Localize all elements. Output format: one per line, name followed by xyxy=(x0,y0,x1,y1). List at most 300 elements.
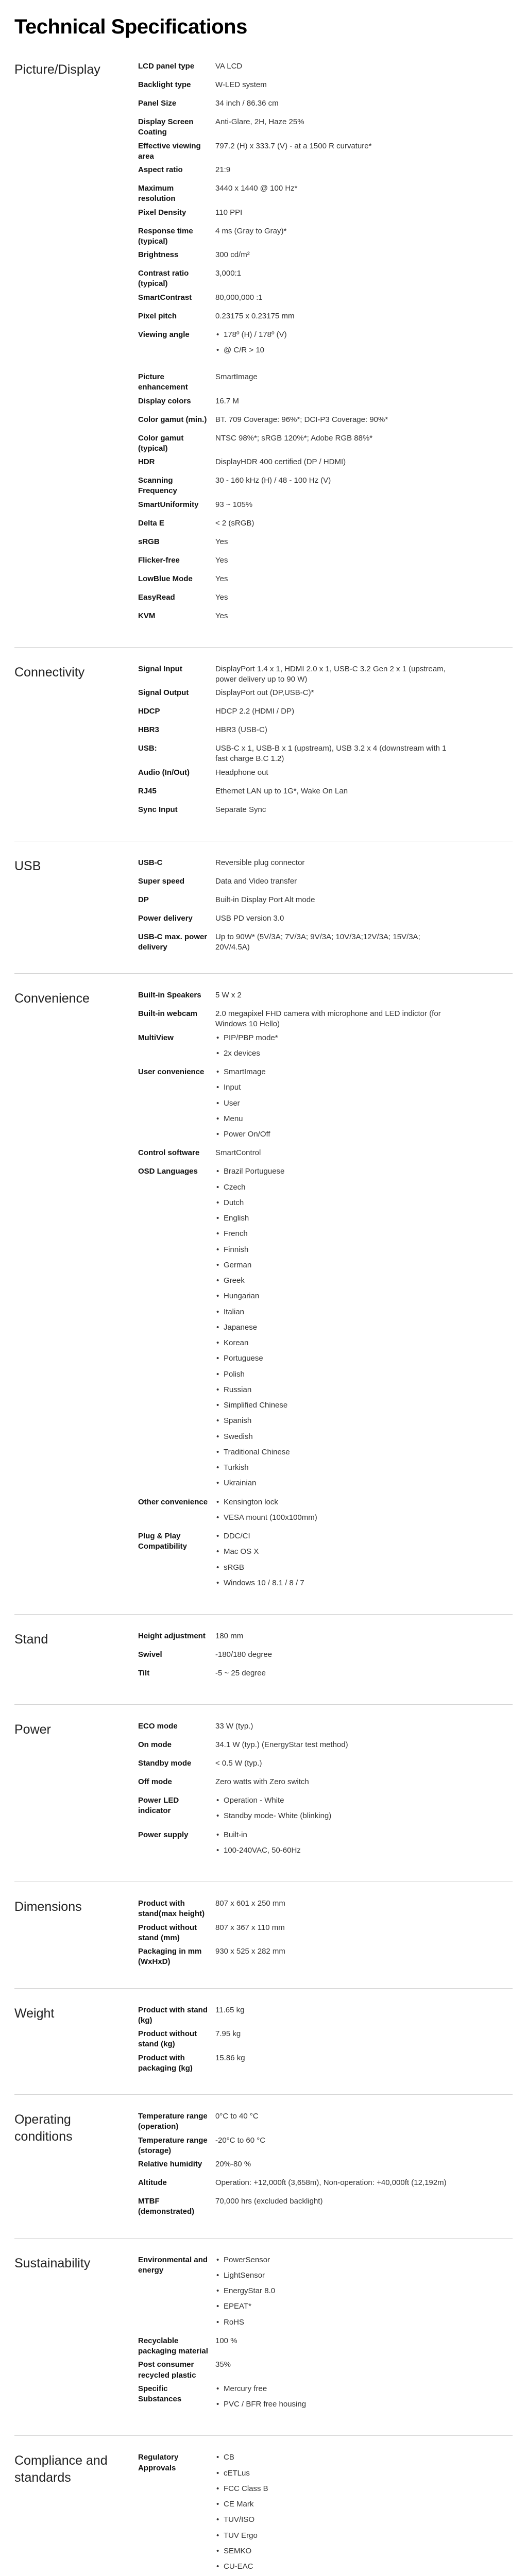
spec-value: 80,000,000 :1 xyxy=(215,293,263,302)
list-item: • User xyxy=(215,1098,452,1109)
list-item: • Standby mode- White (blinking) xyxy=(215,1811,452,1821)
spec-label: Display colors xyxy=(138,396,191,405)
section-sustainability xyxy=(14,2239,513,2436)
spec-row xyxy=(138,743,513,765)
spec-label: USB-C max. power delivery xyxy=(138,932,208,952)
section-title: Power xyxy=(14,1722,51,1737)
spec-value: 4 ms (Gray to Gray)* xyxy=(215,226,287,235)
spec-row xyxy=(138,1668,513,1684)
spec-row xyxy=(138,61,513,77)
spec-row xyxy=(138,2452,513,2576)
section-body xyxy=(138,2452,513,2576)
list-item: • Menu xyxy=(215,1114,452,1124)
list-item: • PVC / BFR free housing xyxy=(215,2399,452,2410)
spec-value: 100 % xyxy=(215,2336,237,2345)
spec-row xyxy=(138,476,513,497)
section-body xyxy=(138,1899,513,1971)
spec-label: Temperature range (storage) xyxy=(138,2136,208,2155)
spec-row xyxy=(138,1531,513,1594)
spec-label: Product with stand (kg) xyxy=(138,2005,208,2025)
bullet-list xyxy=(215,1033,452,1059)
spec-row xyxy=(138,1740,513,1755)
spec-value: Separate Sync xyxy=(215,805,266,814)
spec-value: 180 mm xyxy=(215,1632,244,1640)
list-item: • CE Mark xyxy=(215,2499,452,2510)
spec-value-list xyxy=(215,1067,452,1145)
spec-value: -180/180 degree xyxy=(215,1650,273,1659)
spec-value: 35% xyxy=(215,2360,231,2369)
spec-label: sRGB xyxy=(138,537,160,546)
spec-value: Up to 90W* (5V/3A; 7V/3A; 9V/3A; 10V/3A;12V/3A; 15V/3A; 20V/4.5A) xyxy=(215,932,420,952)
list-item: • PowerSensor xyxy=(215,2255,452,2265)
spec-row xyxy=(138,372,513,393)
section-body xyxy=(138,1631,513,1687)
spec-label: Height adjustment xyxy=(138,1632,206,1640)
list-item: • Spanish xyxy=(215,1416,452,1426)
spec-row xyxy=(138,1166,513,1494)
list-item: • Italian xyxy=(215,1307,452,1317)
list-item: • Traditional Chinese xyxy=(215,1447,452,1458)
list-item: • Portuguese xyxy=(215,1353,452,1364)
spec-label: HDR xyxy=(138,457,155,466)
bullet-list xyxy=(215,330,452,356)
spec-value: DisplayPort out (DP,USB-C)* xyxy=(215,688,314,697)
section-body xyxy=(138,664,513,823)
spec-label: User convenience xyxy=(138,1067,205,1076)
list-item: • Swedish xyxy=(215,1432,452,1442)
spec-row xyxy=(138,1650,513,1665)
spec-label: Panel Size xyxy=(138,99,177,108)
spec-value: Headphone out xyxy=(215,768,268,777)
spec-label: Signal Input xyxy=(138,664,182,673)
list-item: • Operation - White xyxy=(215,1795,452,1806)
spec-row xyxy=(138,1497,513,1529)
spec-value: 3440 x 1440 @ 100 Hz* xyxy=(215,184,298,193)
list-item: • Mercury free xyxy=(215,2384,452,2394)
list-item: • Brazil Portuguese xyxy=(215,1166,452,1177)
spec-label: Flicker-free xyxy=(138,555,180,565)
spec-value: 30 - 160 kHz (H) / 48 - 100 Hz (V) xyxy=(215,476,331,485)
section-title: Operating conditions xyxy=(14,2112,73,2144)
spec-value: -5 ~ 25 degree xyxy=(215,1669,266,1677)
spec-label: Scanning Frequency xyxy=(138,476,177,496)
spec-row xyxy=(138,518,513,534)
section-body xyxy=(138,990,513,1597)
spec-label: Product with stand(max height) xyxy=(138,1899,205,1919)
list-item: • Hungarian xyxy=(215,1291,452,1301)
spec-value-list xyxy=(215,2452,452,2576)
spec-value: HBR3 (USB-C) xyxy=(215,725,267,734)
spec-value: 5 W x 2 xyxy=(215,991,242,999)
spec-row xyxy=(138,1067,513,1145)
section-title: Stand xyxy=(14,1632,48,1647)
spec-value: SmartControl xyxy=(215,1148,261,1158)
spec-row xyxy=(138,98,513,114)
spec-value: Yes xyxy=(215,592,228,602)
spec-value: 930 x 525 x 282 mm xyxy=(215,1947,285,1956)
spec-row xyxy=(138,876,513,892)
spec-row xyxy=(138,226,513,247)
spec-value: VA LCD xyxy=(215,62,243,71)
spec-value: Anti-Glare, 2H, Haze 25% xyxy=(215,117,304,126)
spec-label: USB-C xyxy=(138,858,163,867)
section-title: Picture/Display xyxy=(14,62,100,77)
spec-label: Product without stand (mm) xyxy=(138,1923,197,1942)
spec-row xyxy=(138,913,513,929)
spec-value: 0°C to 40 °C xyxy=(215,2112,259,2121)
list-item: • SmartImage xyxy=(215,1067,452,1077)
spec-value-list xyxy=(215,1497,452,1529)
spec-row xyxy=(138,2384,513,2415)
spec-value: 300 cd/m² xyxy=(215,250,250,259)
spec-label: KVM xyxy=(138,611,156,620)
spec-value: 807 x 367 x 110 mm xyxy=(215,1923,285,1932)
section-title: Connectivity xyxy=(14,665,85,680)
list-item: • Input xyxy=(215,1082,452,1093)
spec-row xyxy=(138,592,513,608)
list-item: • Ukrainian xyxy=(215,1478,452,1488)
section-operating-conditions xyxy=(14,2095,513,2239)
spec-value-list xyxy=(215,2255,452,2333)
spec-value: DisplayHDR 400 certified (DP / HDMI) xyxy=(215,457,346,466)
spec-value: < 2 (sRGB) xyxy=(215,518,254,528)
spec-label: Specific Substances xyxy=(138,2384,182,2403)
spec-value-list xyxy=(215,1795,452,1827)
spec-row xyxy=(138,725,513,740)
list-item: • VESA mount (100x100mm) xyxy=(215,1513,452,1523)
list-item: • Greek xyxy=(215,1276,452,1286)
spec-value: 34 inch / 86.36 cm xyxy=(215,99,279,108)
spec-label: HDCP xyxy=(138,707,160,716)
spec-value: 93 ~ 105% xyxy=(215,500,253,509)
list-item: • Japanese xyxy=(215,1323,452,1333)
spec-label: Built-in webcam xyxy=(138,1009,198,1018)
spec-value: 15.86 kg xyxy=(215,2053,245,2062)
spec-row xyxy=(138,1631,513,1647)
spec-row xyxy=(138,183,513,205)
spec-value: 797.2 (H) x 333.7 (V) - at a 1500 R curvature* xyxy=(215,141,372,150)
spec-label: SmartContrast xyxy=(138,293,192,302)
spec-row xyxy=(138,1721,513,1737)
spec-row xyxy=(138,2111,513,2132)
spec-value: Ethernet LAN up to 1G*, Wake On Lan xyxy=(215,786,348,795)
spec-label: HBR3 xyxy=(138,725,159,734)
spec-label: ECO mode xyxy=(138,1722,178,1731)
spec-row xyxy=(138,1777,513,1792)
section-body xyxy=(138,61,513,630)
spec-value: -20°C to 60 °C xyxy=(215,2136,266,2145)
spec-label: Signal Output xyxy=(138,688,189,697)
spec-row xyxy=(138,415,513,430)
spec-label: RJ45 xyxy=(138,786,157,795)
spec-value: 11.65 kg xyxy=(215,2005,245,2014)
spec-value-list xyxy=(215,1830,452,1861)
spec-value: USB PD version 3.0 xyxy=(215,913,284,923)
spec-row xyxy=(138,574,513,589)
list-item: • FCC Class B xyxy=(215,2484,452,2494)
list-item: • CB xyxy=(215,2452,452,2463)
spec-row xyxy=(138,2360,513,2381)
page-title: Technical Specifications xyxy=(14,15,247,38)
list-item: • EPEAT* xyxy=(215,2301,452,2312)
list-item: • French xyxy=(215,1229,452,1239)
spec-value: 7.95 kg xyxy=(215,2029,241,2038)
bullet-list xyxy=(215,1795,452,1822)
section-body xyxy=(138,858,513,956)
bullet-list xyxy=(215,1166,452,1488)
section-dimensions xyxy=(14,1882,513,1989)
list-item: • 178º (H) / 178º (V) xyxy=(215,330,452,340)
bullet-list xyxy=(215,1497,452,1523)
spec-row xyxy=(138,706,513,722)
spec-value: Data and Video transfer xyxy=(215,876,297,886)
spec-value: 16.7 M xyxy=(215,396,239,405)
spec-label: Color gamut (min.) xyxy=(138,415,207,424)
spec-row xyxy=(138,1758,513,1774)
spec-label: Plug & Play Compatibility xyxy=(138,1532,188,1551)
spec-value: W-LED system xyxy=(215,80,267,89)
spec-row xyxy=(138,433,513,454)
list-item: • sRGB xyxy=(215,1563,452,1573)
spec-row xyxy=(138,2255,513,2333)
spec-row xyxy=(138,1795,513,1827)
spec-label: Recyclable packaging material xyxy=(138,2336,208,2355)
spec-row xyxy=(138,932,513,953)
spec-row xyxy=(138,805,513,820)
spec-label: Off mode xyxy=(138,1777,172,1786)
spec-label: Response time (typical) xyxy=(138,226,193,246)
spec-label: Regulatory Approvals xyxy=(138,2453,179,2472)
spec-label: Pixel Density xyxy=(138,208,186,217)
spec-label: Control software xyxy=(138,1148,200,1158)
spec-row xyxy=(138,1946,513,1968)
spec-label: Display Screen Coating xyxy=(138,117,194,137)
spec-value: 21:9 xyxy=(215,165,231,174)
spec-label: Pixel pitch xyxy=(138,311,177,320)
bullet-list xyxy=(215,1830,452,1856)
spec-row xyxy=(138,330,513,361)
list-item: • Russian xyxy=(215,1385,452,1395)
spec-value: Yes xyxy=(215,574,228,583)
spec-label: LCD panel type xyxy=(138,62,195,71)
spec-label: Picture enhancement xyxy=(138,372,188,392)
section-title: USB xyxy=(14,858,41,873)
spec-row xyxy=(138,1830,513,1861)
spec-row xyxy=(138,268,513,290)
spec-value-list xyxy=(215,1033,452,1064)
spec-value: Built-in Display Port Alt mode xyxy=(215,895,315,904)
list-item: • Power On/Off xyxy=(215,1129,452,1140)
spec-row xyxy=(138,311,513,327)
section-body xyxy=(138,1721,513,1864)
section-usb xyxy=(14,841,513,974)
spec-value: 70,000 hrs (excluded backlight) xyxy=(215,2197,323,2206)
list-item: • Korean xyxy=(215,1338,452,1348)
list-item: • 2x devices xyxy=(215,1048,452,1059)
section-body xyxy=(138,2111,513,2221)
section-weight xyxy=(14,1989,513,2095)
spec-label: Effective viewing area xyxy=(138,141,201,161)
list-item: • EnergyStar 8.0 xyxy=(215,2286,452,2296)
spec-label: On mode xyxy=(138,1740,172,1749)
spec-label: Aspect ratio xyxy=(138,165,183,174)
spec-label: Swivel xyxy=(138,1650,162,1659)
spec-row xyxy=(138,688,513,703)
section-body xyxy=(138,2005,513,2077)
spec-row xyxy=(138,2005,513,2026)
list-item: • English xyxy=(215,1213,452,1224)
spec-label: Brightness xyxy=(138,250,179,259)
section-title: Weight xyxy=(14,2006,55,2021)
list-item: • Czech xyxy=(215,1182,452,1193)
spec-label: OSD Languages xyxy=(138,1167,198,1176)
spec-label: MultiView xyxy=(138,1033,174,1042)
spec-row xyxy=(138,990,513,1006)
spec-value: 34.1 W (typ.) (EnergyStar test method) xyxy=(215,1740,348,1749)
spec-label: Packaging in mm (WxHxD) xyxy=(138,1947,202,1967)
spec-row xyxy=(138,2196,513,2217)
spec-row xyxy=(138,2178,513,2193)
spec-row xyxy=(138,555,513,571)
spec-row xyxy=(138,895,513,910)
spec-label: Product without stand (kg) xyxy=(138,2029,197,2049)
spec-label: Standby mode xyxy=(138,1759,192,1768)
spec-label: Power delivery xyxy=(138,913,193,923)
list-item: • DDC/CI xyxy=(215,1531,452,1541)
section-title: Convenience xyxy=(14,991,90,1006)
spec-row xyxy=(138,1923,513,1944)
spec-row xyxy=(138,457,513,472)
spec-label: Built-in Speakers xyxy=(138,991,201,999)
section-stand xyxy=(14,1615,513,1705)
spec-row xyxy=(138,858,513,873)
list-item: • Built-in xyxy=(215,1830,452,1840)
list-item: • Finnish xyxy=(215,1245,452,1255)
list-item: • CU-EAC xyxy=(215,2562,452,2572)
spec-row xyxy=(138,664,513,685)
spec-row xyxy=(138,2029,513,2050)
spec-value: < 0.5 W (typ.) xyxy=(215,1759,262,1768)
spec-value: 20%-80 % xyxy=(215,2160,251,2168)
list-item: • Dutch xyxy=(215,1198,452,1208)
list-item: • Windows 10 / 8.1 / 8 / 7 xyxy=(215,1578,452,1588)
spec-value: 3,000:1 xyxy=(215,269,242,278)
list-item: • German xyxy=(215,1260,452,1270)
list-item: • PIP/PBP mode* xyxy=(215,1033,452,1043)
bullet-list xyxy=(215,2452,452,2576)
spec-value: HDCP 2.2 (HDMI / DP) xyxy=(215,707,295,716)
spec-value: BT. 709 Coverage: 96%*; DCI-P3 Coverage: 90%* xyxy=(215,415,388,424)
spec-label: Altitude xyxy=(138,2178,167,2187)
list-item: • RoHS xyxy=(215,2317,452,2328)
spec-label: Maximum resolution xyxy=(138,184,176,204)
list-item: • Turkish xyxy=(215,1463,452,1473)
spec-label: SmartUniformity xyxy=(138,500,199,509)
spec-label: USB: xyxy=(138,744,157,753)
spec-value-list xyxy=(215,1531,452,1594)
spec-value: 0.23175 x 0.23175 mm xyxy=(215,311,295,320)
section-connectivity xyxy=(14,648,513,841)
spec-row xyxy=(138,2136,513,2157)
list-item: • Polish xyxy=(215,1369,452,1380)
spec-row xyxy=(138,2159,513,2175)
spec-label: Environmental and energy xyxy=(138,2255,208,2275)
spec-label: DP xyxy=(138,895,149,904)
spec-label: Delta E xyxy=(138,518,164,528)
spec-label: Other convenience xyxy=(138,1497,208,1506)
list-item: • Kensington lock xyxy=(215,1497,452,1507)
spec-row xyxy=(138,293,513,308)
spec-label: Tilt xyxy=(138,1669,150,1677)
section-picture-display xyxy=(14,61,513,648)
list-item: • TUV/ISO xyxy=(215,2515,452,2525)
spec-label: EasyRead xyxy=(138,592,175,602)
spec-label: Power LED indicator xyxy=(138,1796,179,1816)
spec-label: MTBF (demonstrated) xyxy=(138,2197,195,2216)
spec-value-list xyxy=(215,330,452,361)
spec-label: Post consumer recycled plastic xyxy=(138,2360,196,2380)
spec-row xyxy=(138,2336,513,2357)
spec-label: Sync Input xyxy=(138,805,178,814)
spec-value: Yes xyxy=(215,611,228,620)
spec-value: Yes xyxy=(215,555,228,565)
spec-label: Temperature range (operation) xyxy=(138,2112,208,2131)
spec-value-list xyxy=(215,1166,452,1494)
spec-label: Audio (In/Out) xyxy=(138,768,190,777)
bullet-list xyxy=(215,2384,452,2410)
list-item: • cETLus xyxy=(215,2468,452,2479)
section-body xyxy=(138,2255,513,2418)
spec-value: DisplayPort 1.4 x 1, HDMI 2.0 x 1, USB-C 3.2 Gen 2 x 1 (upstream, power delivery up to 90 W) xyxy=(215,664,446,684)
spec-label: Viewing angle xyxy=(138,330,190,339)
spec-label: Power supply xyxy=(138,1830,189,1839)
spec-row xyxy=(138,117,513,138)
section-power xyxy=(14,1705,513,1882)
section-compliance-and-standards xyxy=(14,2436,513,2576)
spec-value: 33 W (typ.) xyxy=(215,1722,253,1731)
spec-row xyxy=(138,1899,513,1920)
spec-value-list xyxy=(215,2384,452,2415)
list-item: • Simplified Chinese xyxy=(215,1400,452,1411)
list-item: • SEMKO xyxy=(215,2546,452,2556)
spec-row xyxy=(138,1009,513,1030)
bullet-list xyxy=(215,1531,452,1588)
spec-label: Contrast ratio (typical) xyxy=(138,269,189,289)
section-title: Compliance and standards xyxy=(14,2453,108,2485)
spec-row xyxy=(138,611,513,626)
spec-label: Color gamut (typical) xyxy=(138,433,184,453)
section-title: Sustainability xyxy=(14,2256,91,2270)
spec-row xyxy=(138,208,513,223)
spec-label: Relative humidity xyxy=(138,2160,202,2168)
spec-sections xyxy=(14,61,513,2576)
spec-row xyxy=(138,250,513,265)
spec-row xyxy=(138,396,513,412)
section-title: Dimensions xyxy=(14,1900,82,1914)
spec-label: Backlight type xyxy=(138,80,191,89)
spec-value: Reversible plug connector xyxy=(215,858,305,867)
spec-value: 2.0 megapixel FHD camera with microphone and LED indictor (for Windows 10 Hello) xyxy=(215,1009,441,1029)
spec-row xyxy=(138,786,513,802)
spec-label: Super speed xyxy=(138,876,185,886)
list-item: • LightSensor xyxy=(215,2270,452,2281)
spec-value: Operation: +12,000ft (3,658m), Non-operation: +40,000ft (12,192m) xyxy=(215,2178,447,2187)
spec-value: Zero watts with Zero switch xyxy=(215,1777,309,1786)
spec-row xyxy=(138,537,513,552)
spec-value: NTSC 98%*; sRGB 120%*; Adobe RGB 88%* xyxy=(215,433,373,443)
list-item: • TUV Ergo xyxy=(215,2531,452,2541)
spec-value: 110 PPI xyxy=(215,208,243,217)
